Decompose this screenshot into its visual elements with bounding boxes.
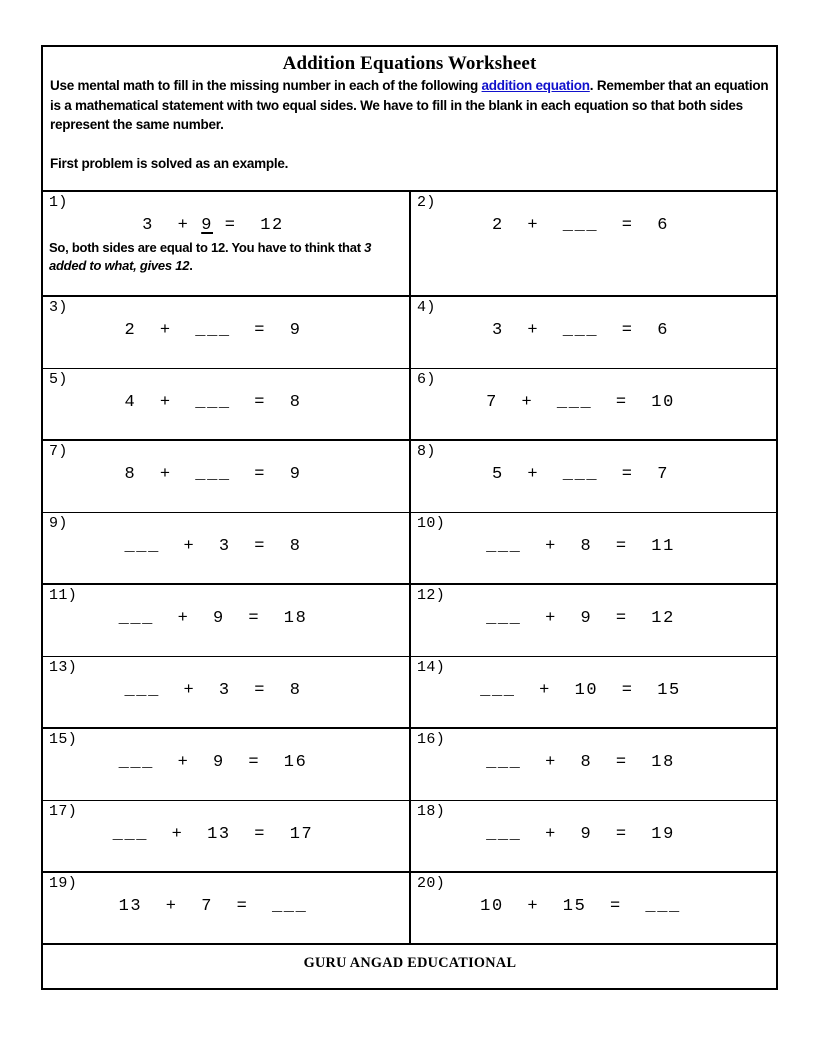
table-row	[43, 192, 776, 297]
problem-equation: 8 + ___ = 9	[124, 465, 302, 484]
table-row	[43, 801, 776, 873]
problem-equation: ___ + 8 = 18	[486, 753, 675, 772]
problem-equation: 10 + 15 = ___	[480, 897, 681, 916]
problem-equation: 3 + ___ = 6	[491, 321, 670, 340]
problem-cell-5[interactable]	[43, 369, 411, 439]
table-row	[43, 585, 776, 657]
problem-equation: ___ + 8 = 11	[486, 537, 675, 556]
table-row	[43, 297, 776, 369]
problem-cell-2[interactable]	[411, 192, 776, 295]
instructions-part1: Use mental math to fill in the missing number in each of the following	[50, 78, 482, 93]
problem-number: 3)	[49, 299, 68, 316]
explanation-plain: So, both sides are equal to 12. You have to think that	[49, 240, 365, 255]
problem-cell-18[interactable]	[411, 801, 776, 871]
example-note: First problem is solved as an example.	[50, 155, 289, 171]
explanation-bold: what,	[104, 257, 137, 273]
instructions-text	[50, 76, 769, 135]
explanation-italic-a: 3 added to	[49, 240, 372, 273]
table-row	[43, 513, 776, 585]
problem-number: 14)	[417, 659, 446, 676]
problem-equation: ___ + 9 = 18	[118, 609, 308, 628]
problem-cell-12[interactable]	[411, 585, 776, 656]
problem-equation: 2 + ___ = 9	[124, 321, 302, 340]
problem-equation: 4 + ___ = 8	[124, 393, 302, 412]
problem-number: 8)	[417, 443, 436, 460]
equation-suffix: = 12	[213, 216, 284, 235]
worksheet-frame	[41, 45, 778, 990]
problem-number: 5)	[49, 371, 68, 388]
problem-equation: ___ + 3 = 8	[124, 537, 302, 556]
problem-equation: ___ + 3 = 8	[124, 681, 302, 700]
problem-number: 10)	[417, 515, 446, 532]
explanation-end: .	[189, 257, 193, 273]
table-row	[43, 441, 776, 513]
worksheet-footer	[43, 945, 776, 981]
problem-number: 15)	[49, 731, 78, 748]
problem-number: 18)	[417, 803, 446, 820]
problem-cell-4[interactable]	[411, 297, 776, 368]
problem-number: 4)	[417, 299, 436, 316]
problem-number: 19)	[49, 875, 78, 892]
problem-number: 9)	[49, 515, 68, 532]
problem-cell-9[interactable]	[43, 513, 411, 583]
problem-cell-17[interactable]	[43, 801, 411, 871]
problem-cell-13[interactable]	[43, 657, 411, 727]
equation-prefix: 3 +	[142, 216, 202, 235]
problem-number: 17)	[49, 803, 78, 820]
problem-cell-6[interactable]	[411, 369, 776, 439]
table-row	[43, 369, 776, 441]
problem-number: 12)	[417, 587, 446, 604]
worksheet-header	[43, 47, 776, 192]
problem-number: 6)	[417, 371, 436, 388]
problem-cell-1[interactable]	[43, 192, 411, 295]
table-row	[43, 657, 776, 729]
example-answer: 9	[201, 216, 213, 235]
problem-equation: ___ + 9 = 16	[118, 753, 308, 772]
problem-number: 13)	[49, 659, 78, 676]
problem-equation: ___ + 9 = 19	[486, 825, 675, 844]
problem-equation: 13 + 7 = ___	[118, 897, 308, 916]
problem-number: 7)	[49, 443, 68, 460]
problem-equation: ___ + 10 = 15	[480, 681, 681, 700]
problem-equation: ___ + 9 = 12	[486, 609, 675, 628]
problem-cell-3[interactable]	[43, 297, 411, 368]
problem-number: 20)	[417, 875, 446, 892]
problem-cell-19[interactable]	[43, 873, 411, 943]
problem-cell-7[interactable]	[43, 441, 411, 512]
problem-equation: 2 + ___ = 6	[491, 216, 670, 235]
problem-number: 11)	[49, 587, 78, 604]
problem-cell-20[interactable]	[411, 873, 776, 943]
instructions-line2: Remember that an equation is a mathematical statement with two equal sides. We have to fill in the blank in each equation so that both sides represent the same number.	[50, 78, 769, 132]
problem-cell-11[interactable]	[43, 585, 411, 656]
problem-cell-15[interactable]	[43, 729, 411, 800]
problem-number: 16)	[417, 731, 446, 748]
table-row	[43, 729, 776, 801]
problem-cell-8[interactable]	[411, 441, 776, 512]
problem-equation: 7 + ___ = 10	[486, 393, 675, 412]
problem-equation: 5 + ___ = 7	[491, 465, 670, 484]
problem-equation: ___ + 13 = 17	[112, 825, 314, 844]
footer-branding: GURU ANGAD EDUCATIONAL	[303, 954, 516, 971]
example-explanation	[49, 239, 403, 274]
problem-equation	[49, 215, 403, 237]
page-title: Addition Equations Worksheet	[282, 53, 537, 74]
table-row	[43, 873, 776, 945]
problem-number: 1)	[49, 194, 68, 211]
addition-equation-link[interactable]: addition equation	[481, 78, 590, 93]
explanation-italic-b: gives 12	[136, 257, 190, 273]
problem-cell-14[interactable]	[411, 657, 776, 727]
problem-cell-16[interactable]	[411, 729, 776, 800]
instructions-part2: .	[589, 78, 594, 93]
problem-grid	[43, 192, 776, 945]
problem-cell-10[interactable]	[411, 513, 776, 583]
problem-number: 2)	[417, 194, 436, 211]
